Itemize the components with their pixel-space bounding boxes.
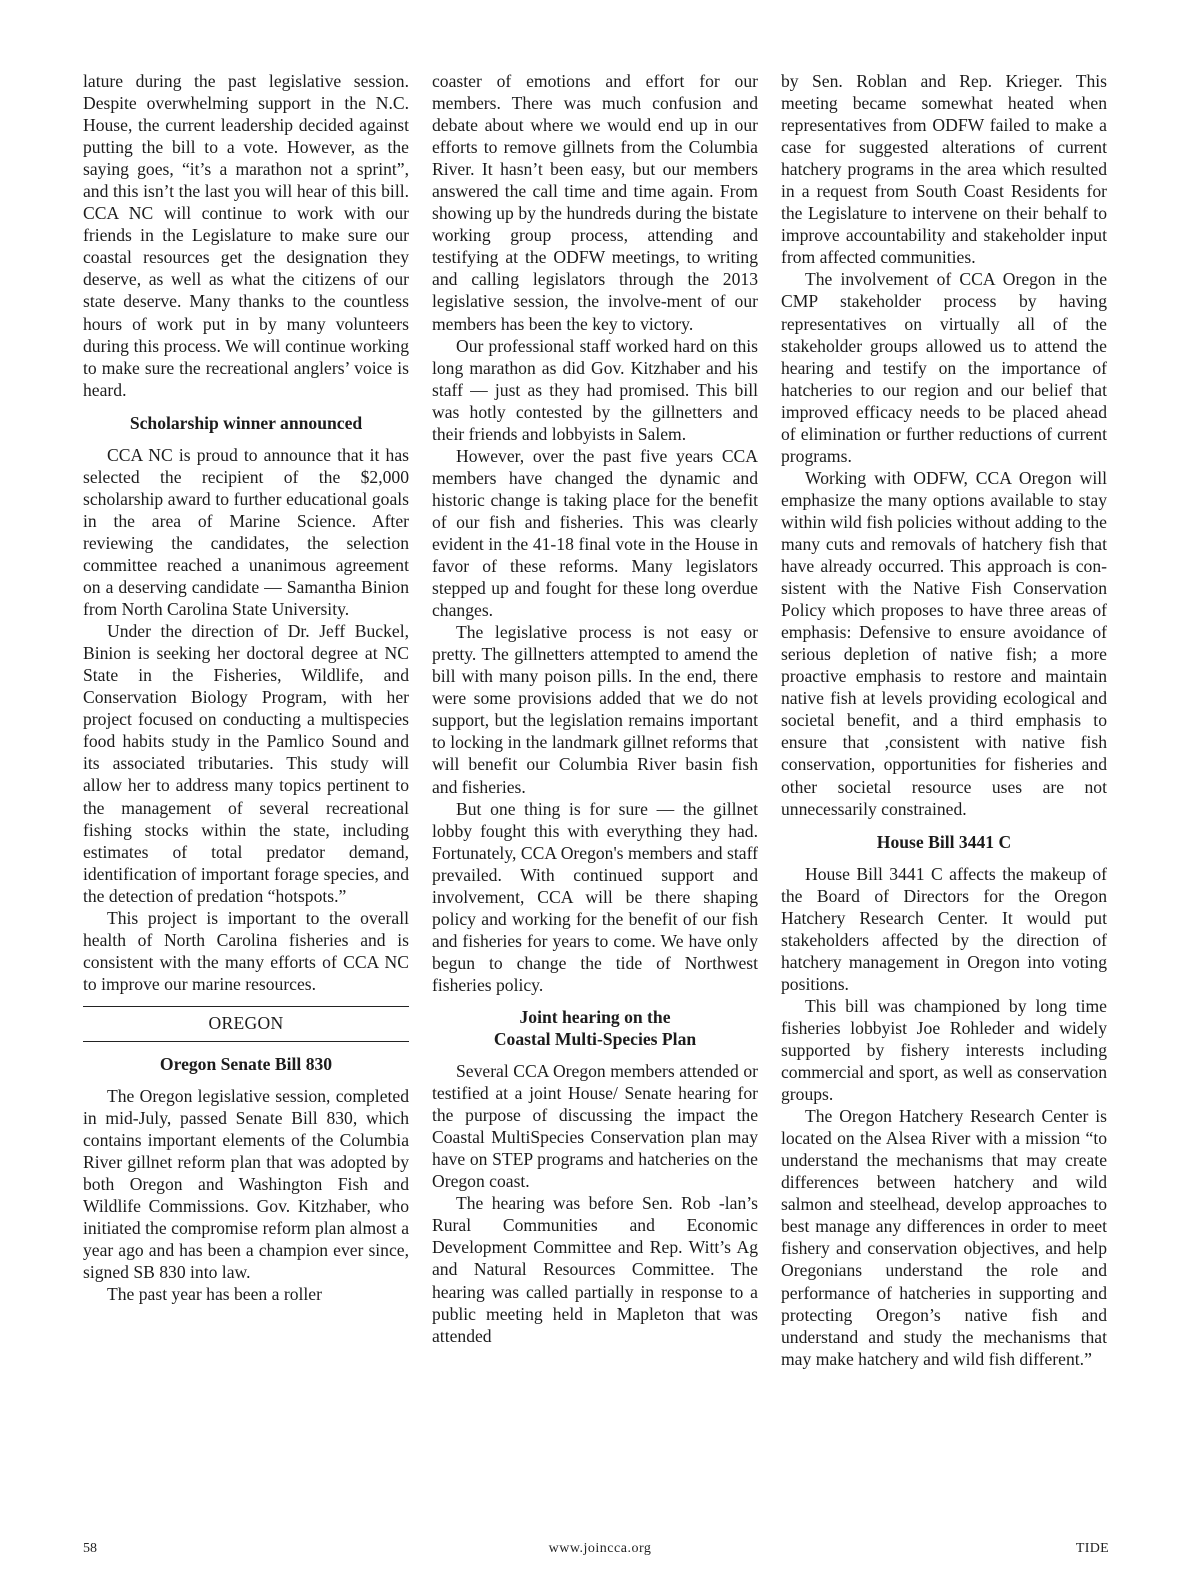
page-number: 58 (83, 1541, 97, 1556)
paragraph-mapleton-continued: by Sen. Roblan and Rep. Krieger. This meeting became somewhat heated when representatives from ODFW failed to make a case for suggested alterations of current hatchery programs in the area which resulted in a request from South Coast Residents for the Legislature to intervene on their behalf to improve accountability and stakeholder input from affected communities. (781, 71, 1107, 268)
paragraph-scholarship-2: Under the direction of Dr. Jeff Buckel, Binion is seeking her doctoral degree at NC State in the Fisheries, Wildlife, and Conservation Biology Program, with her project focused on conducting a multispecies food habits study in the Pamlico Sound and its associated tributaries. This study will allow her to address many topics pertinent to the management of several recreational fishing stocks within the state, including estimates of total predator demand, identification of important forage species, and the detection of predation “hotspots.” (83, 621, 409, 906)
paragraph-joint-hearing-1: Several CCA Oregon members attended or testified at a joint House/ Senate hearing for the purpose of discussing the impact the Coastal MultiSpecies Conservation plan may have on STEP programs and hatcheries on the Oregon coast. (432, 1061, 758, 1192)
paragraph-sb830-1: The Oregon legislative session, completed in mid-July, passed Senate Bill 830, which contains important elements of the Columbia River gillnet reform plan that was adopted by both Oregon and Washington Fish and Wildlife Commissions. Gov. Kitzhaber, who initiated the compromise reform plan almost a year ago and has been a champion ever since, signed SB 830 into law. (83, 1085, 409, 1283)
paragraph-scholarship-1: CCA NC is proud to announce that it has selected the recipient of the $2,000 scholarship award to further educational goals in the area of Marine Science. After reviewing the candidates, the selection committee reached a unanimous agreement on a deserving candidate — Samantha Binion from North Carolina State University. (83, 444, 409, 620)
column-3 (781, 70, 1107, 1370)
paragraph-hb3441-1: House Bill 3441 C affects the makeup of the Board of Directors for the Oregon Hatchery Research Center. It would put stakeholders affected by the direction of hatchery management in Oregon into voting positions. (781, 863, 1107, 994)
heading-senate-bill-830: Oregon Senate Bill 830 (159, 1053, 333, 1074)
heading-house-bill-3441c: House Bill 3441 C (876, 831, 1012, 852)
paragraph-joint-hearing-2: The hearing was before Sen. Rob -lan’s Rural Communities and Economic Development Committee and Rep. Witt’s Ag and Natural Resources Committee. The hearing was called partially in response to a public meeting held in Mapleton that was attended (432, 1193, 758, 1346)
magazine-name: TIDE (1075, 1541, 1109, 1556)
paragraph-scholarship-3: This project is important to the overall health of North Carolina fisheries and is consistent with the many efforts of CCA NC to improve our marine resources. (83, 907, 409, 994)
heading-joint-hearing (432, 1006, 758, 1050)
paragraph-legislative-process: The legislative process is not easy or pretty. The gillnetters attempted to amend the bill with many poison pills. In the end, there were some provisions added that we do not support, but the legislation remains important to locking in the landmark gillnet reforms that will benefit our Columbia River basin fish and fisheries. (432, 622, 758, 797)
paragraph-one-thing-sure: But one thing is for sure — the gillnet lobby fought this with everything they had. Fortunately, CCA Oregon's members and staff prevailed. With continued support and involvement, CCA will be there shaping policy and working for the benefit of our fish and fisheries for years to come. We have only begun to change the tide of Northwest fisheries policy. (432, 798, 758, 995)
heading-joint-hearing-line-1: Joint hearing on the (519, 1006, 671, 1027)
paragraph-cmp-involvement: The involvement of CCA Oregon in the CMP stakeholder process by having representatives on virtually all of the stakeholder groups allowed us to attend the hearing and testify on the importance of hatcheries to our region and our belief that improved efficacy needs to be placed ahead of elimination or further reductions of current programs. (781, 269, 1107, 466)
paragraph-sb830-2: The past year has been a roller (107, 1284, 322, 1305)
paragraph-professional-staff: Our professional staff worked hard on this long marathon as did Gov. Kitzhaber and his staff — just as they had promised. This bill was hotly contested by the gillnetters and their friends and lobbyists in Salem. (432, 335, 758, 444)
paragraph-roller-coaster-continued: coaster of emotions and effort for our members. There was much confusion and debate about where we would end up in our efforts to remove gillnets from the Columbia River. It hasn’t been easy, but our members answered the call time and time again. From showing up by the hundreds during the bistate working group process, attending and testifying at the ODFW meetings, to writing and calling legislators through the 2013 legislative session, the involve-ment of our members has been the key to victory. (432, 71, 758, 334)
section-banner-oregon: OREGON (83, 1006, 409, 1042)
column-1 (83, 70, 409, 1305)
column-2 (432, 70, 758, 1347)
paragraph-however: However, over the past five years CCA members have changed the dynamic and historic change is taking place for the benefit of our fish and fisheries. This was clearly evident in the 41-18 final vote in the House in favor of these reforms. Many legislators stepped up and fought for these long overdue changes. (432, 445, 758, 621)
paragraph-working-with-odfw: Working with ODFW, CCA Oregon will emphasize the many options available to stay within wild fish policies without adding to the many cuts and removals of hatchery fish that have already occurred. This approach is consistent with the Native Fish Conservation Policy which proposes to have three areas of emphasis: Defensive to ensure avoidance of serious depletion of native fish; a more proactive emphasis to restore and maintain native fish at levels providing ecological and societal benefit, and a third emphasis to ensure that ,consistent with native fish conservation, opportunities for fisheries and other societal resource uses are not unnecessarily constrained. (781, 467, 1107, 819)
paragraph-legislature-continued: lature during the past legislative session. Despite overwhelming support in the N.C. House, the current leadership decided against putting the bill to a vote. However, as the saying goes, “it’s a marathon not a sprint”, and this isn’t the last you will hear of this bill. CCA NC will continue to work with our friends in the Legislature to make sure our coastal resources get the designation they deserve, as well as what the citizens of our state deserve. Many thanks to the countless hours of work put in by many volunteers during this process. We will continue working to make sure the recreational anglers’ voice is heard. (83, 71, 409, 400)
footer-website: www.joincca.org (548, 1541, 652, 1556)
heading-scholarship-winner: Scholarship winner announced (129, 412, 363, 433)
paragraph-hb3441-3: The Oregon Hatchery Research Center is located on the Alsea River with a mission “to understand the mechanisms that may create differences between hatchery and wild salmon and steelhead, develop approaches to best manage any differences in order to meet fishery and conservation objectives, and help Oregonians understand the role and performance of hatcheries in supporting and protecting Oregon’s native fish and understand and study the mechanisms that may make hatchery and wild fish different.” (781, 1106, 1107, 1369)
paragraph-hb3441-2: This bill was championed by long time fisheries lobbyist Joe Rohleder and widely supported by fishery interests including commercial and sport, as well as conservation groups. (781, 995, 1107, 1105)
heading-joint-hearing-line-2: Coastal Multi-Species Plan (493, 1029, 697, 1050)
